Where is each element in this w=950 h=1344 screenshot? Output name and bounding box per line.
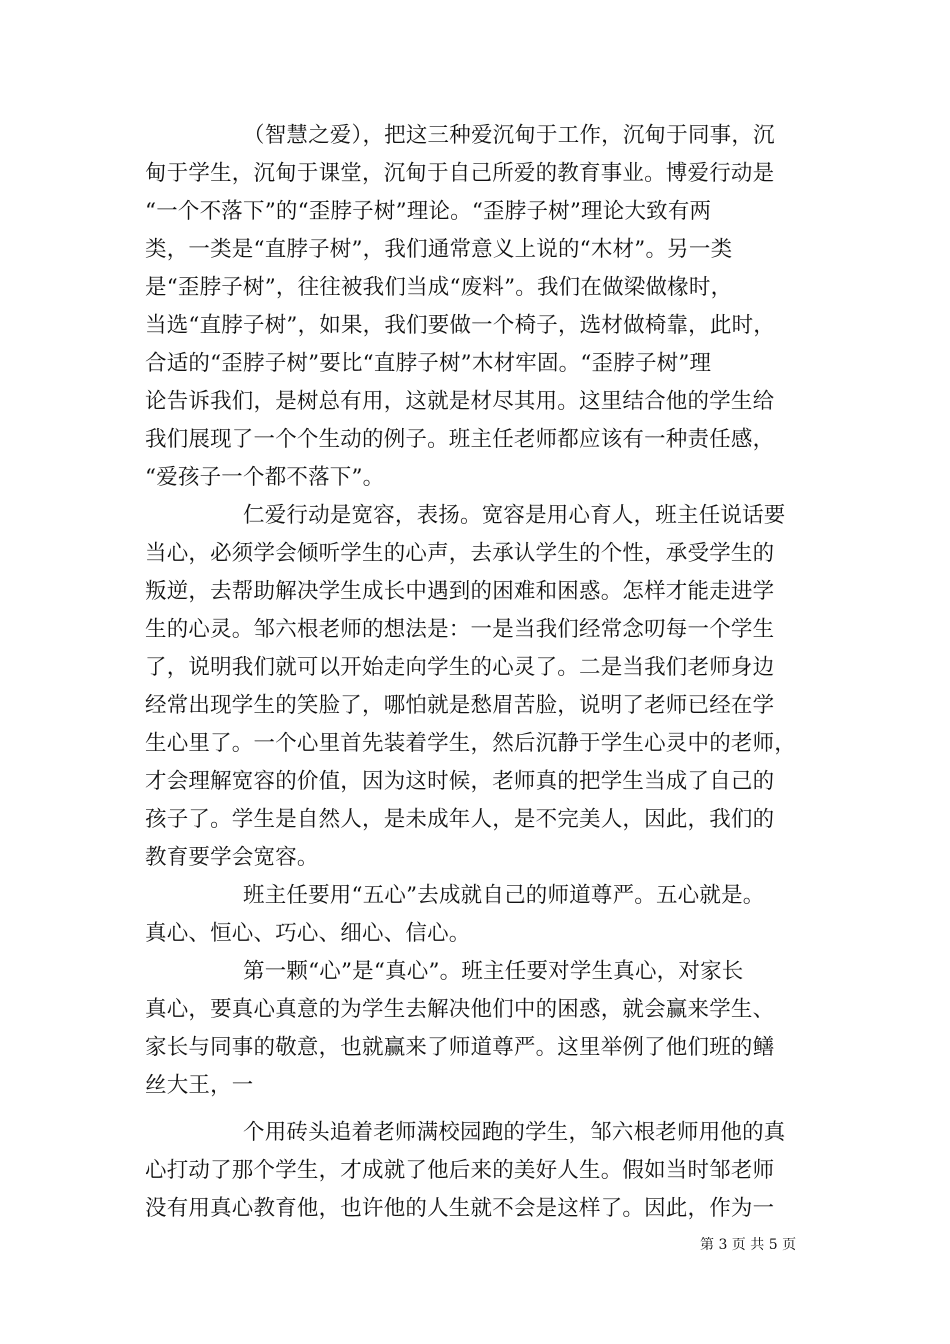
text-line: “爱孩子一个都不落下”。 [145, 465, 385, 490]
text-line: 当选“直脖子树”，如果，我们要做一个椅子，选材做椅靠，此时， [145, 313, 775, 338]
text-line: 叛逆，去帮助解决学生成长中遇到的困难和困惑。怎样才能走进学 [145, 579, 775, 604]
text-line: 家长与同事的敬意，也就赢来了师道尊严。这里举例了他们班的鳝 [145, 1035, 775, 1060]
text-line: 我们展现了一个个生动的例子。班主任老师都应该有一种责任感， [145, 427, 775, 452]
text-line: 是“歪脖子树”，往往被我们当成“废料”。我们在做梁做椽时， [145, 275, 733, 300]
text-line: 当心，必须学会倾听学生的心声，去承认学生的个性，承受学生的 [145, 541, 775, 566]
text-line: 孩子了。学生是自然人，是未成年人，是不完美人，因此，我们的 [145, 807, 775, 832]
text-line: 班主任要用“五心”去成就自己的师道尊严。五心就是。 [243, 883, 765, 908]
text-line: 经常出现学生的笑脸了，哪怕就是愁眉苦脸，说明了老师已经在学 [145, 693, 775, 718]
text-line: 生的心灵。邹六根老师的想法是：一是当我们经常念叨每一个学生 [145, 617, 775, 642]
text-line: 了，说明我们就可以开始走向学生的心灵了。二是当我们老师身边 [145, 655, 775, 680]
page-number: 第 3 页 共 5 页 [700, 1237, 797, 1253]
text-line: 真心、恒心、巧心、细心、信心。 [145, 921, 471, 946]
text-line: “一个不落下”的“歪脖子树”理论。“歪脖子树”理论大致有两 [145, 199, 712, 224]
text-line: 仁爱行动是宽容，表扬。宽容是用心育人，班主任说话要 [243, 503, 786, 528]
text-line: 心打动了那个学生，才成就了他后来的美好人生。假如当时邹老师 [145, 1158, 775, 1183]
text-line: 教育要学会宽容。 [145, 845, 319, 870]
text-line: 第一颗“心”是“真心”。班主任要对学生真心，对家长 [243, 959, 744, 984]
text-line: 合适的“歪脖子树”要比“直脖子树”木材牢固。“歪脖子树”理 [145, 351, 712, 376]
text-line: 生心里了。一个心里首先装着学生，然后沉静于学生心灵中的老师， [145, 731, 797, 756]
text-line: 甸于学生，沉甸于课堂，沉甸于自己所爱的教育事业。博爱行动是 [145, 161, 775, 186]
text-line: 真心，要真心真意的为学生去解决他们中的困惑，就会赢来学生、 [145, 997, 775, 1022]
text-line: 丝大王，一 [145, 1073, 254, 1098]
text-line: 个用砖头追着老师满校园跑的学生，邹六根老师用他的真 [243, 1120, 786, 1145]
text-line: 论告诉我们，是树总有用，这就是材尽其用。这里结合他的学生给 [145, 389, 775, 414]
text-line: 没有用真心教育他，也许他的人生就不会是这样了。因此，作为一 [145, 1196, 775, 1221]
text-line: 才会理解宽容的价值，因为这时候，老师真的把学生当成了自己的 [145, 769, 775, 794]
text-line: （智慧之爱），把这三种爱沉甸于工作，沉甸于同事，沉 [243, 123, 775, 148]
text-line: 类，一类是“直脖子树”，我们通常意义上说的“木材”。另一类 [145, 237, 733, 262]
